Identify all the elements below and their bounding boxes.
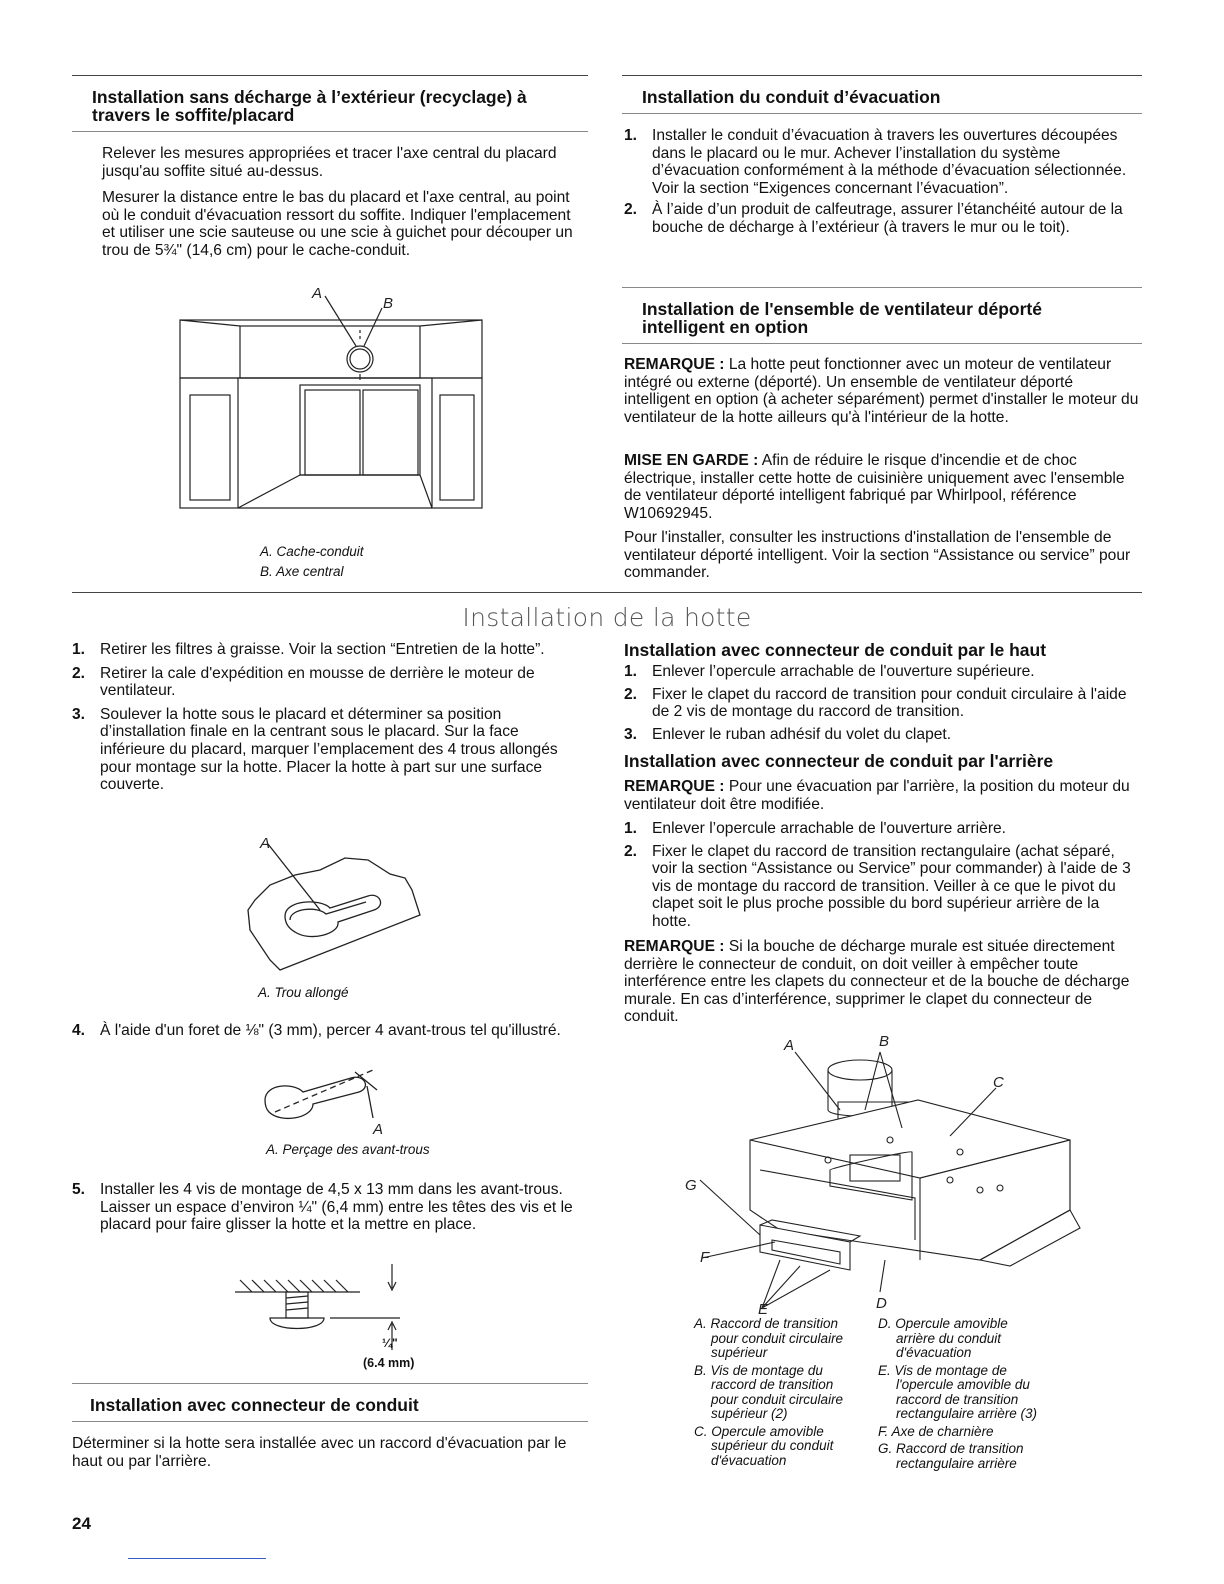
recycling-paragraph-1: Relever les mesures appropriées et tracer l'axe central du placard jusqu'au soffite situé au-dessus. <box>102 145 557 180</box>
top-right-rule <box>622 75 1142 76</box>
fig-label-c: C <box>993 1074 1004 1091</box>
warning-label: MISE EN GARDE : <box>624 452 759 469</box>
list-item <box>72 641 586 659</box>
remote-fan-warning <box>624 452 1139 522</box>
caption-line: d'évacuation <box>896 1345 972 1360</box>
step-text: Soulever la hotte sous le placard et déterminer sa position d’installation finale en la centrant sous le placard. Sur la face inférieure du placard, marquer l’emplacement des 4 trous allongés pour montage sur la hotte. Placer la hotte à part sur une surface couverte. <box>100 705 558 794</box>
step-text: Enlever l’opercule arrachable de l'ouverture arrière. <box>652 820 1007 837</box>
step-5 <box>72 1181 588 1234</box>
list-item <box>72 665 586 700</box>
heading-top-connector: Installation avec connecteur de conduit par le haut <box>624 640 1047 660</box>
note-text: Pour une évacuation par l'arrière, la position du moteur du ventilateur doit être modifiée. <box>624 778 1130 813</box>
step-number: 3. <box>72 705 86 723</box>
step-number: 2. <box>624 201 638 219</box>
heading-recycling: Installation sans décharge à l’extérieur (recyclage) à travers le soffite/placard <box>92 87 527 125</box>
rule <box>72 131 588 132</box>
fig-label-d: D <box>876 1295 887 1312</box>
note-text: La hotte peut fonctionner avec un moteur de ventilateur intégré ou externe (déporté). Un ensemble de ventilateur déporté intelligent en option (à acheter séparément) permet d'installer le moteur du ventilateur de la hotte ailleurs qu'à l'intérieur de la hotte. <box>624 356 1139 426</box>
duct-connector-paragraph: Déterminer si la hotte sera installée avec un raccord d'évacuation par le haut ou par l'arrière. <box>72 1435 567 1470</box>
caption-cache-conduit: A. Cache-conduit <box>260 544 364 559</box>
rule <box>622 343 1142 344</box>
fig-label-a: A <box>312 285 323 302</box>
page-number: 24 <box>72 1514 91 1533</box>
caption-line: raccord de transition <box>896 1391 1019 1407</box>
dimension-mm: (6.4 mm) <box>363 1356 415 1370</box>
fig-label-a: A <box>784 1037 795 1054</box>
caption-line: pour conduit circulaire <box>711 1391 844 1407</box>
caption-line: d'évacuation <box>711 1452 787 1468</box>
rule <box>72 1421 588 1422</box>
caption-axe-central: B. Axe central <box>260 564 344 579</box>
caption-percage: A. Perçage des avant-trous <box>266 1142 430 1157</box>
fig-label-f: F <box>700 1249 710 1266</box>
caption-line: rectangulaire arrière (3) <box>896 1406 1038 1421</box>
fig-label-b: B <box>383 295 394 312</box>
fig-label-a: A <box>373 1121 384 1138</box>
step-number: 2. <box>624 842 638 860</box>
rule <box>72 1383 588 1384</box>
figure-captions-left <box>694 1317 879 1468</box>
fig-label-e: E <box>758 1301 769 1318</box>
caption-line: supérieur <box>711 1345 768 1360</box>
dimension-fraction: ¼" <box>382 1336 398 1350</box>
list-item <box>72 706 586 794</box>
caption-line: pour conduit circulaire <box>711 1330 844 1346</box>
step-number: 1. <box>624 127 638 144</box>
step-text: Enlever l’opercule arrachable de l'ouverture supérieure. <box>652 663 1035 680</box>
caption-line: A. Raccord de transition <box>694 1316 839 1331</box>
interference-note <box>624 938 1139 1026</box>
list-item <box>624 820 1139 838</box>
list-item <box>624 726 1139 744</box>
slotted-hole-figure <box>240 830 430 980</box>
caption-line: supérieur du conduit <box>711 1438 834 1453</box>
hood-install-steps <box>72 641 586 794</box>
figure-captions-right <box>878 1317 1098 1471</box>
rear-connector-note <box>624 778 1134 813</box>
step-text: Enlever le ruban adhésif du volet du clapet. <box>652 725 952 743</box>
top-left-rule <box>72 75 588 76</box>
list-item <box>624 843 1139 931</box>
list-item <box>72 1181 588 1234</box>
rear-connector-steps <box>624 820 1139 931</box>
hood-connector-figure <box>680 1030 1100 1320</box>
caption-line: F. Axe de charnière <box>878 1423 994 1439</box>
step-text: Installer les 4 vis de montage de 4,5 x 13 mm dans les avant-trous. Laisser un espace d’environ ¼" (6,4 mm) entre les têtes des vis et le placard pour faire glisser la hotte et la mettre en place. <box>100 1181 573 1234</box>
step-text: À l’aide d’un produit de calfeutrage, assurer l’étanchéité autour de la bouche de décharge à l’extérieur (à travers le mur ou le toit). <box>652 201 1123 236</box>
step-5-list <box>72 1181 588 1234</box>
caption-line: B. Vis de montage du <box>694 1362 823 1378</box>
heading-duct-connector: Installation avec connecteur de conduit <box>90 1395 419 1415</box>
caption-line: C. Opercule amovible <box>694 1423 824 1439</box>
step-number: 1. <box>624 663 638 680</box>
fig-label-a: A <box>260 835 271 852</box>
caption-line: E. Vis de montage de <box>878 1362 1007 1378</box>
step-text: Fixer le clapet du raccord de transition pour conduit circulaire à l'aide de 2 vis de montage du raccord de transition. <box>652 685 1127 721</box>
recycling-paragraph-2: Mesurer la distance entre le bas du placard et l'axe central, au point où le conduit d'évacuation ressort du soffite. Indiquer l'emplacement et utiliser une scie sauteuse ou une scie à guichet pour découper un trou de 5¾" (14,6 cm) pour le cache-conduit. <box>102 189 573 259</box>
step-number: 4. <box>72 1022 86 1039</box>
step-text: À l'aide d'un foret de ⅛" (3 mm), percer 4 avant-trous tel qu'illustré. <box>100 1022 561 1039</box>
step-text: Retirer les filtres à graisse. Voir la section “Entretien de la hotte”. <box>100 641 545 658</box>
step-4 <box>72 1022 572 1040</box>
caption-line: rectangulaire arrière <box>896 1455 1017 1471</box>
step-number: 2. <box>624 685 638 703</box>
footer-link-line <box>128 1558 266 1559</box>
fig-label-g: G <box>685 1177 697 1194</box>
fig-label-b: B <box>879 1033 890 1050</box>
step-number: 1. <box>72 641 86 658</box>
step-number: 2. <box>72 664 86 682</box>
vent-steps <box>624 127 1128 237</box>
caption-line: supérieur (2) <box>711 1406 788 1421</box>
step-4-list <box>72 1022 572 1040</box>
caption-line: D. Opercule amovible <box>878 1316 1008 1331</box>
section-rule <box>72 592 1142 593</box>
step-text: Fixer le clapet du raccord de transition rectangulaire (achat séparé, voir la section “Assistance ou Service” pour commander) à l'aide de 3 vis de montage du raccord de transition. Veiller à ce que le pivot du clapet soit le plus proche possible du bord supérieur arrière de la hotte. <box>652 842 1131 930</box>
note-text: Si la bouche de décharge murale est située directement derrière le connecteur de conduit, on doit veiller à empêcher toute interférence entre les clapets du connecteur et de la bouche de décharge murale. En cas d’interférence, supprimer le clapet du connecteur de conduit. <box>624 938 1130 1026</box>
list-item <box>72 1022 572 1040</box>
step-text: Retirer la cale d'expédition en mousse de derrière le moteur de ventilateur. <box>100 664 535 700</box>
caption-line: l'opercule amovible du <box>896 1377 1030 1392</box>
note-label: REMARQUE : <box>624 938 725 955</box>
remote-fan-note <box>624 356 1139 426</box>
caption-trou-allonge: A. Trou allongé <box>258 985 349 1000</box>
warning-text: Afin de réduire le risque d'incendie et de choc électrique, installer cette hotte de cuisinière uniquement avec l'ensemble de ventilateur déporté intelligent fabriqué par Whirlpool, référence W10692945. <box>624 452 1125 522</box>
list-item <box>624 663 1139 681</box>
note-label: REMARQUE : <box>624 356 725 373</box>
heading-rear-connector: Installation avec connecteur de conduit par l'arrière <box>624 751 1054 771</box>
list-item <box>624 127 1128 197</box>
step-number: 5. <box>72 1181 86 1198</box>
rule <box>622 287 1142 288</box>
note-label: REMARQUE : <box>624 778 725 795</box>
caption-line: G. Raccord de transition <box>878 1441 1024 1456</box>
step-number: 3. <box>624 725 638 743</box>
heading-remote-fan: Installation de l'ensemble de ventilateur déporté intelligent en option <box>642 299 1042 337</box>
list-item <box>624 686 1139 721</box>
remote-fan-paragraph: Pour l'installer, consulter les instructions d'installation de l'ensemble de ventilateur déporté intelligent. Voir la section “Assistance ou service” pour commander. <box>624 529 1131 582</box>
heading-vent-install: Installation du conduit d’évacuation <box>642 87 941 107</box>
top-connector-steps <box>624 663 1139 743</box>
section-title: Installation de la hotte <box>462 603 752 632</box>
step-number: 1. <box>624 820 638 837</box>
caption-line: arrière du conduit <box>896 1330 1002 1346</box>
list-item <box>624 201 1128 236</box>
rule <box>622 113 1142 114</box>
cabinet-soffit-figure <box>170 280 490 550</box>
step-text: Installer le conduit d’évacuation à travers les ouvertures découpées dans le placard ou le mur. Achever l’installation du système d’évacuation conformément à la méthode d’évacuation sélectionnée. Voir la section “Exigences concernant l’évacuation”. <box>652 127 1127 197</box>
caption-line: raccord de transition <box>711 1377 834 1392</box>
pilot-hole-figure <box>255 1062 405 1142</box>
